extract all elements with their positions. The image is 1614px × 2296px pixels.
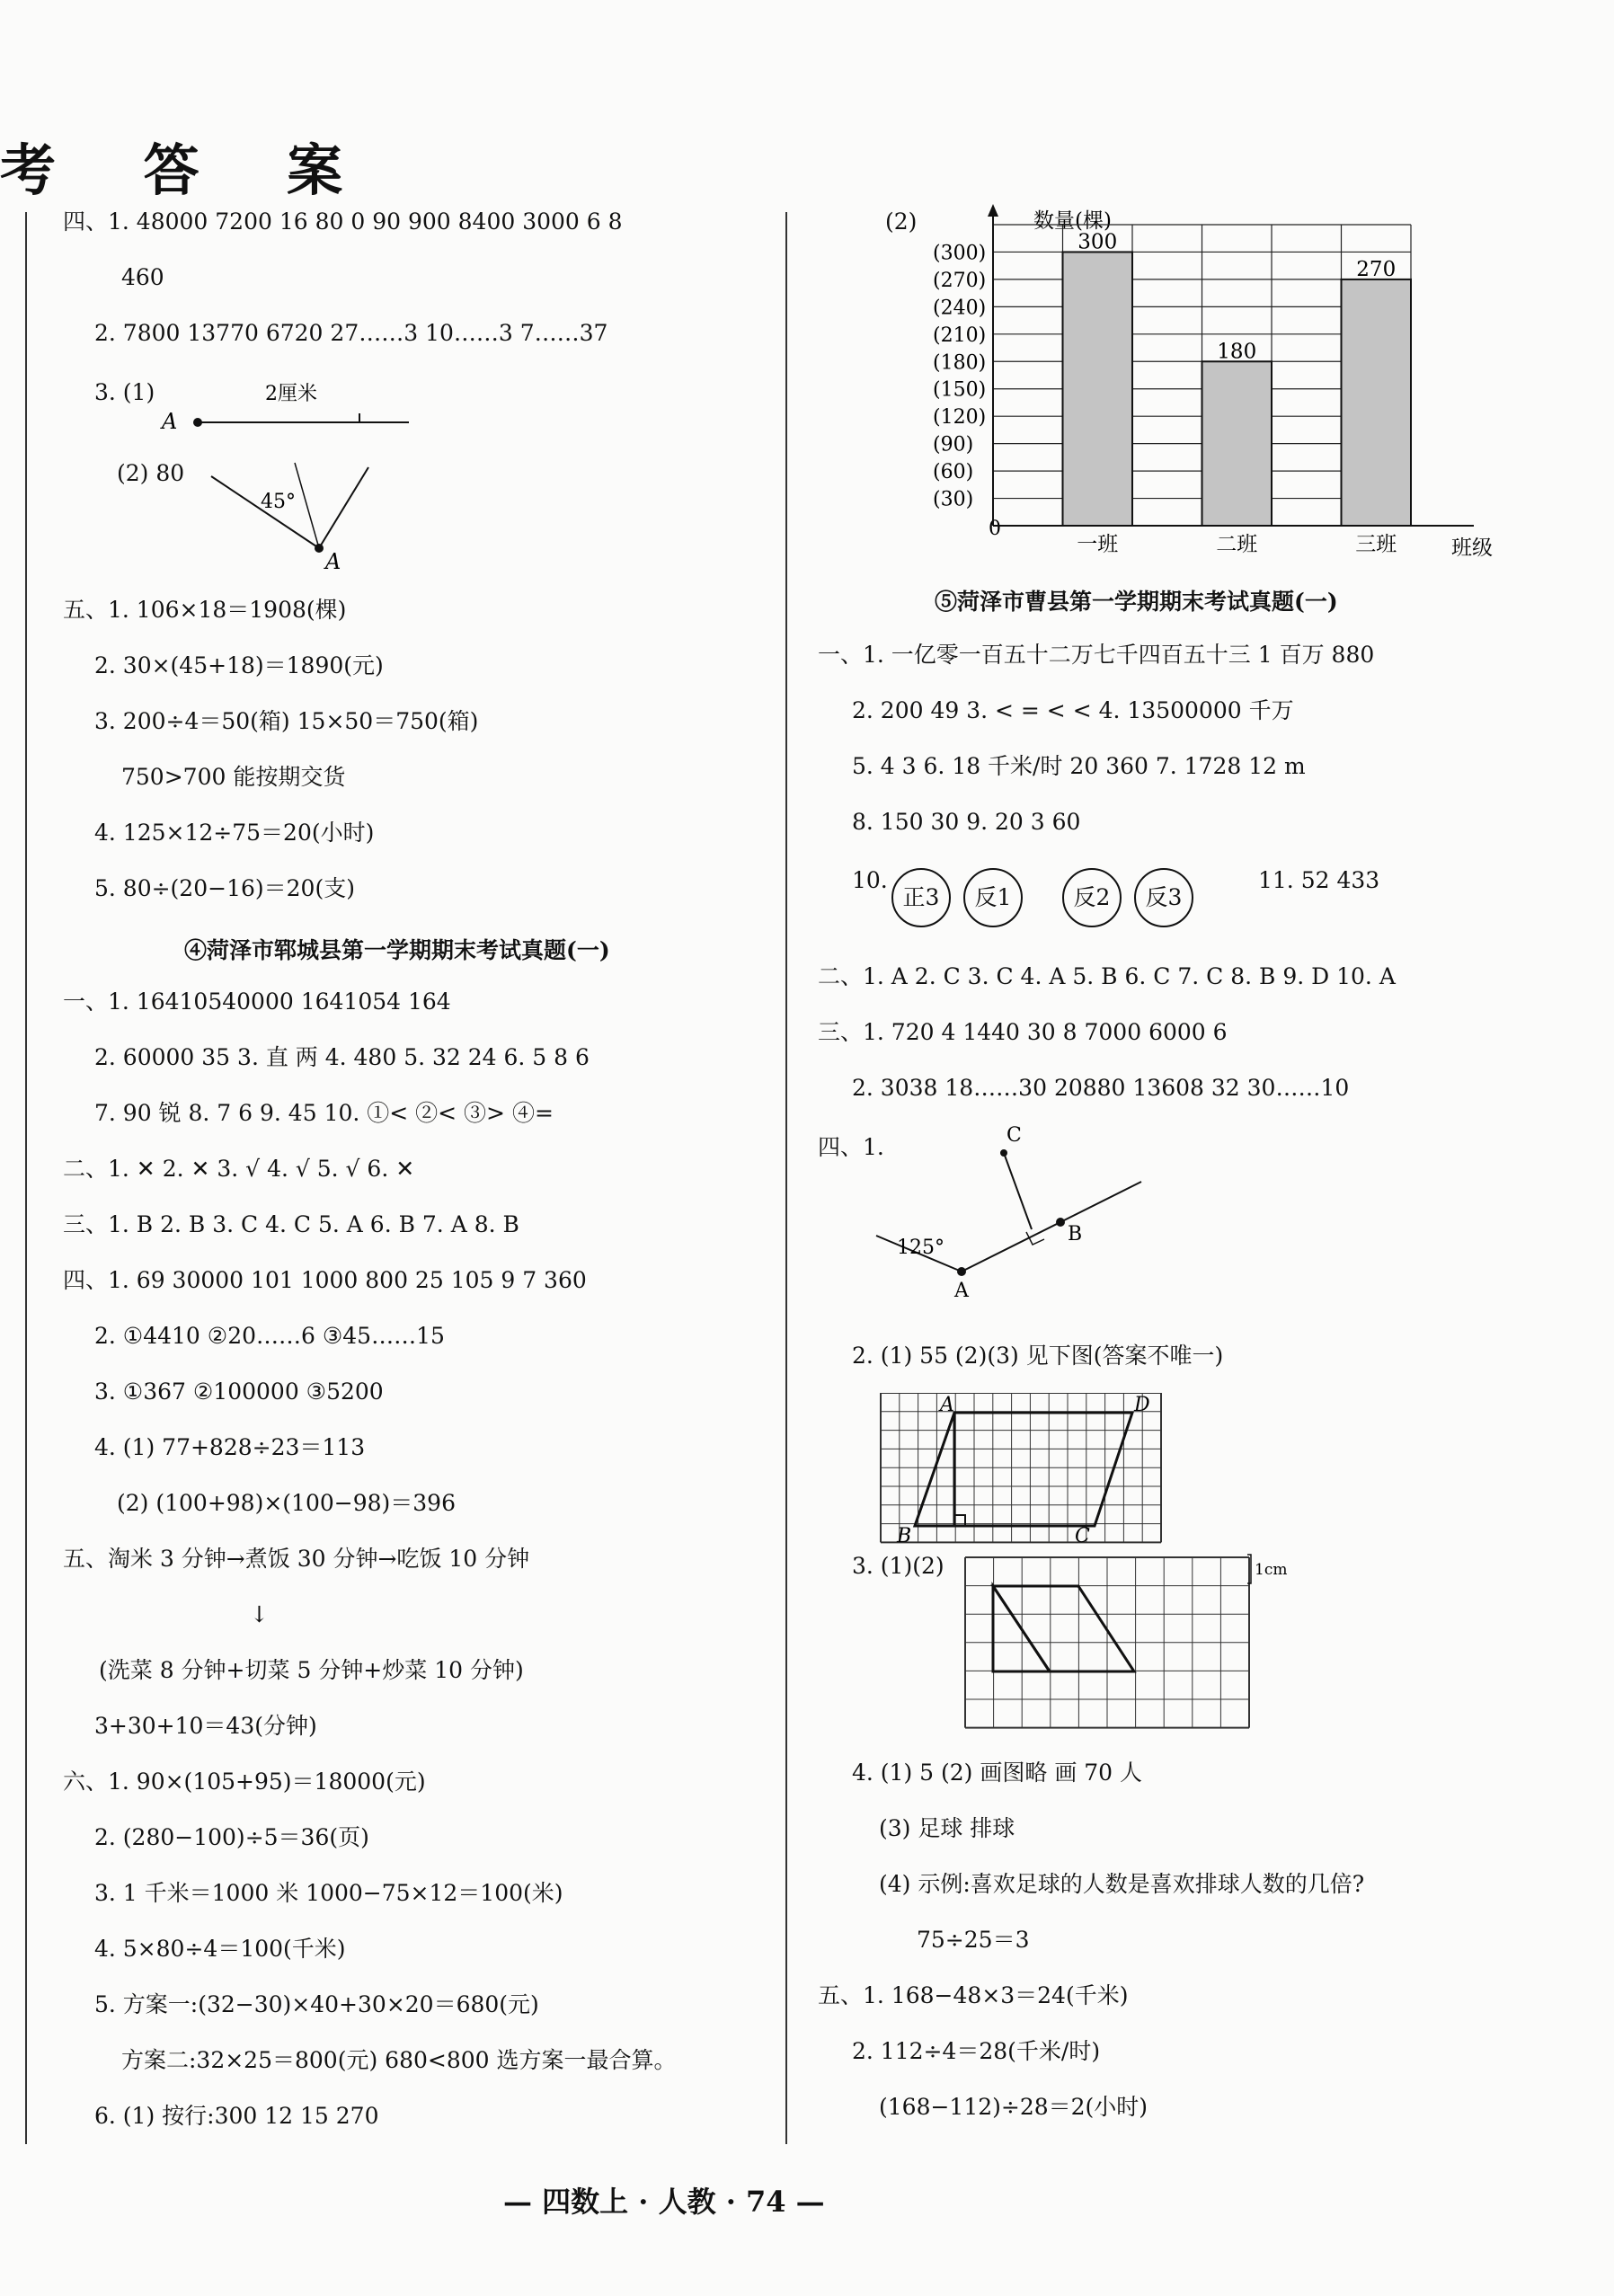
answer-line: 3. (1)(2)	[852, 1553, 944, 1579]
circle-answer: 反2	[1062, 868, 1122, 927]
answer-line: 460	[121, 264, 164, 290]
answer-line: 7. 90 锐 8. 7 6 9. 45 10. ①< ②< ③> ④=	[94, 1100, 554, 1126]
y-axis-title: 数量(棵)	[1033, 209, 1112, 233]
answer-line: 2. 3038 18……30 20880 13608 32 30……10	[852, 1075, 1350, 1101]
column-divider	[785, 212, 787, 2144]
q10-circles	[891, 868, 1206, 927]
bar-chart	[908, 202, 1501, 571]
angle-ray-2	[319, 467, 368, 548]
left-margin-rule	[25, 212, 27, 2144]
point-a-label: A	[162, 409, 178, 434]
x-tick-label: 二班	[1216, 533, 1258, 556]
answer-line: 一、1. 16410540000 1641054 164	[63, 988, 451, 1015]
vertex-c-label: C	[1075, 1525, 1090, 1547]
circle-answer: 正3	[891, 868, 951, 927]
answer-line: 方案二:32×25＝800(元) 680<800 选方案一最合算。	[121, 2047, 677, 2073]
answer-line: 六、1. 90×(105+95)＝18000(元)	[63, 1769, 426, 1795]
page-title: 考 答 案	[0, 137, 377, 203]
triangle-shape	[993, 1586, 1050, 1671]
answer-line: 4. (1) 5 (2) 画图略 画 70 人	[852, 1760, 1143, 1786]
answer-line: 75÷25＝3	[917, 1927, 1030, 1953]
origin-label: 0	[989, 518, 1001, 540]
answer-line: 3. (1)	[94, 379, 155, 405]
answer-line: 2. 60000 35 3. 直 两 4. 480 5. 32 24 6. 5 8 6	[94, 1044, 590, 1070]
angle-ray-right	[962, 1182, 1141, 1272]
answer-line: 3. ①367 ②100000 ③5200	[94, 1378, 384, 1405]
answer-line: 4. 5×80÷4＝100(千米)	[94, 1936, 346, 1962]
q10-label: 10.	[852, 867, 888, 893]
point-a-label: A	[954, 1280, 969, 1302]
answer-line: 二、1. A 2. C 3. C 4. A 5. B 6. C 7. C 8. B 9. D 10. A	[818, 963, 1396, 989]
trapezoid-grid	[962, 1553, 1294, 1746]
point-c-label: C	[1007, 1124, 1022, 1147]
parallelogram-shape	[915, 1413, 1132, 1526]
parallelogram-grid	[879, 1393, 1166, 1555]
answer-line: 5. 80÷(20−16)＝20(支)	[94, 875, 355, 901]
bar	[1063, 252, 1133, 526]
answer-line: 4. 125×12÷75＝20(小时)	[94, 820, 375, 846]
right-angle-mark	[954, 1515, 965, 1526]
answer-line: 3. 1 千米＝1000 米 1000−75×12＝100(米)	[94, 1880, 563, 1906]
answer-line: (2) (100+98)×(100−98)＝396	[117, 1490, 456, 1516]
y-tick-label: (60)	[933, 461, 974, 484]
vertex-a-label: A	[940, 1394, 954, 1416]
unit-label: 1cm	[1255, 1561, 1288, 1579]
answer-line: (168−112)÷28＝2(小时)	[879, 2094, 1148, 2120]
answer-line: 五、1. 168−48×3＝24(千米)	[818, 1982, 1129, 2008]
bar-value-label: 270	[1356, 257, 1397, 281]
point-a-dot	[957, 1267, 966, 1276]
answer-line: 2. (280−100)÷5＝36(页)	[94, 1824, 369, 1850]
answer-line: 4. (1) 77+828÷23＝113	[94, 1434, 366, 1460]
chart-prefix: (2)	[885, 208, 918, 235]
answer-line: 2. 200 49 3. < = < < 4. 13500000 千万	[852, 697, 1294, 723]
answer-line: 6. (1) 按行:300 12 15 270	[94, 2103, 379, 2129]
segment-and-angle-figure	[153, 373, 422, 571]
answer-line: 5. 4 3 6. 18 千米/时 20 360 7. 1728 12 m	[852, 753, 1306, 779]
answer-line: (洗菜 8 分钟+切菜 5 分钟+炒菜 10 分钟)	[99, 1657, 524, 1683]
answer-line: 8. 150 30 9. 20 3 60	[852, 809, 1081, 835]
answer-line: 三、1. B 2. B 3. C 4. C 5. A 6. B 7. A 8. B	[63, 1211, 519, 1237]
answer-line: 11. 52 433	[1258, 867, 1380, 893]
circle-answer: 反3	[1134, 868, 1193, 927]
answer-line: 二、1. ✕ 2. ✕ 3. √ 4. √ 5. √ 6. ✕	[63, 1156, 415, 1182]
y-tick-label: (300)	[933, 242, 987, 265]
bar-value-label: 300	[1077, 230, 1118, 254]
answer-line: 一、1. 一亿零一百五十二万七千四百五十三 1 百万 880	[818, 642, 1375, 668]
y-tick-label: (120)	[933, 406, 987, 430]
vertex-dot	[315, 544, 324, 553]
answer-line: 3. 200÷4＝50(箱) 15×50＝750(箱)	[94, 708, 479, 734]
bar	[1342, 279, 1412, 526]
y-tick-label: (240)	[933, 297, 987, 320]
page-footer: — 四数上 · 人教 · 74 —	[503, 2185, 825, 2219]
answer-line: 2. 112÷4＝28(千米/时)	[852, 2038, 1101, 2064]
answer-line: (4) 示例:喜欢足球的人数是喜欢排球人数的几倍?	[879, 1871, 1365, 1897]
segment-length-label: 2厘米	[265, 383, 317, 405]
answer-line: 五、淘米 3 分钟→煮饭 30 分钟→吃饭 10 分钟	[63, 1546, 530, 1572]
parallelogram-shape	[993, 1586, 1134, 1671]
answer-line: 2. ①4410 ②20……6 ③45……15	[94, 1323, 445, 1349]
y-tick-label: (180)	[933, 351, 987, 375]
answer-line: 2. 7800 13770 6720 27……3 10……3 7……37	[94, 320, 608, 346]
answer-line: 三、1. 720 4 1440 30 8 7000 6000 6	[818, 1019, 1228, 1045]
y-tick-label: (150)	[933, 378, 987, 402]
answer-line: 四、1.	[818, 1134, 884, 1160]
answer-line: 2. 30×(45+18)＝1890(元)	[94, 652, 384, 678]
answer-line: 四、1. 48000 7200 16 80 0 90 900 8400 3000 6 8	[63, 208, 623, 235]
answer-line: 五、1. 106×18＝1908(棵)	[63, 597, 347, 623]
circle-answer: 反1	[963, 868, 1023, 927]
y-tick-label: (30)	[933, 488, 974, 511]
vertex-b-label: B	[897, 1525, 912, 1547]
answer-line: (3) 足球 排球	[879, 1815, 1015, 1841]
answer-line: (2) 80	[117, 460, 185, 486]
point-b-dot	[1056, 1218, 1065, 1227]
y-tick-label: (210)	[933, 324, 987, 347]
x-tick-label: 三班	[1355, 533, 1397, 556]
angle-label: 45°	[261, 491, 296, 513]
y-axis-arrow	[988, 204, 998, 217]
answer-line: 3+30+10＝43(分钟)	[94, 1713, 317, 1739]
vertex-label: A	[325, 549, 341, 571]
y-tick-label: (90)	[933, 433, 974, 457]
perpendicular-line	[1004, 1153, 1032, 1229]
answer-line: 750>700 能按期交货	[121, 764, 346, 790]
perpendicular-angle-figure	[872, 1123, 1150, 1303]
flow-arrow: ↓	[250, 1601, 269, 1627]
vertex-d-label: D	[1134, 1394, 1150, 1416]
section-title: ④菏泽市郓城县第一学期期末考试真题(一)	[184, 937, 610, 963]
y-tick-label: (270)	[933, 269, 987, 292]
answer-line: 2. (1) 55 (2)(3) 见下图(答案不唯一)	[852, 1343, 1224, 1369]
section-title: ⑤菏泽市曹县第一学期期末考试真题(一)	[935, 589, 1338, 615]
bar	[1202, 361, 1273, 526]
answer-line: 四、1. 69 30000 101 1000 800 25 105 9 7 360	[63, 1267, 587, 1293]
x-axis-title: 班级	[1451, 536, 1493, 560]
x-tick-label: 一班	[1077, 533, 1119, 556]
answer-line: 5. 方案一:(32−30)×40+30×20＝680(元)	[94, 1991, 539, 2017]
point-b-label: B	[1068, 1223, 1083, 1246]
bar-value-label: 180	[1217, 340, 1257, 364]
point-c-dot	[1000, 1149, 1007, 1157]
angle-label: 125°	[897, 1237, 944, 1259]
